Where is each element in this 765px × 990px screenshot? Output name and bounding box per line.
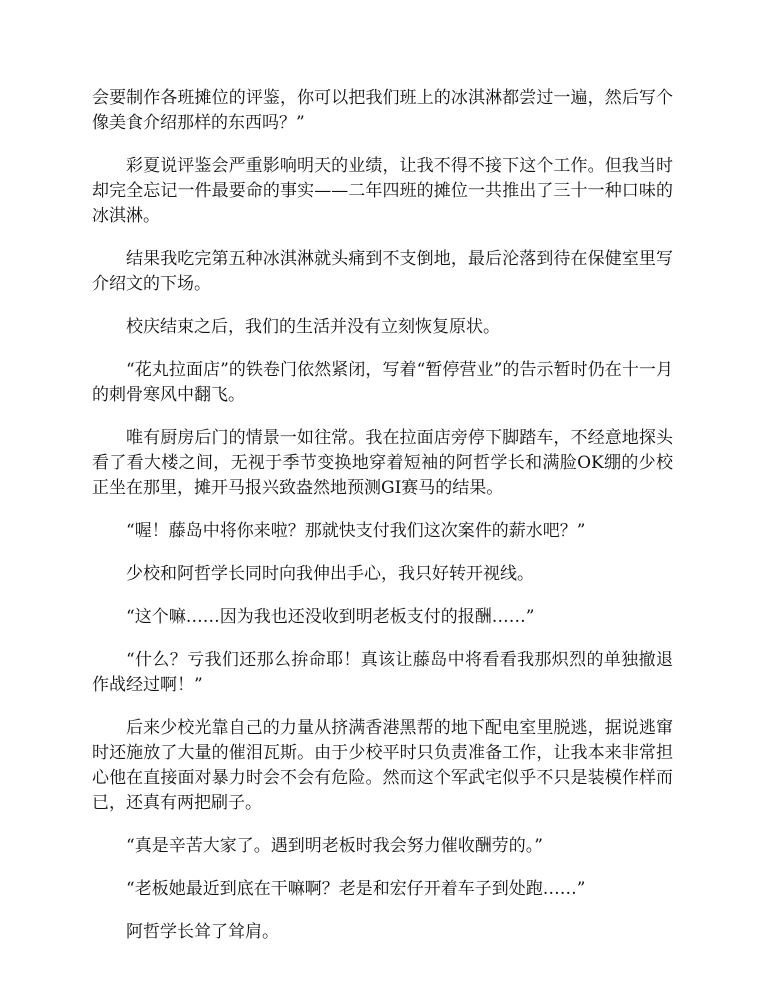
paragraph-6: 唯有厨房后门的情景一如往常。我在拉面店旁停下脚踏车，不经意地探头看了看大楼之间，无视于季节变换地穿着短袖的阿哲学长和满脸OK绷的少校正坐在那里，摊开马报兴致盎然地预测GI赛马的结果。 [92, 428, 673, 498]
paragraph-11: 后来少校光靠自己的力量从挤满香港黑帮的地下配电室里脱逃，据说逃窜时还施放了大量的催泪瓦斯。由于少校平时只负责准备工作，让我本来非常担心他在直接面对暴力时会不会有危险。然而这个军武宅似乎不只是装模作样而已，还真有两把刷子。 [92, 718, 673, 813]
paragraph-10: “什么？亏我们还那么拚命耶！真该让藤岛中将看看我那炽烈的单独撤退作战经过啊！” [92, 650, 673, 695]
paragraph-14: 阿哲学长耸了耸肩。 [126, 922, 279, 942]
paragraph-13: “老板她最近到底在干嘛啊？老是和宏仔开着车子到处跑……” [126, 879, 586, 899]
paragraph-3: 结果我吃完第五种冰淇淋就头痛到不支倒地，最后沦落到待在保健室里写介绍文的下场。 [92, 249, 673, 294]
paragraph-8: 少校和阿哲学长同时向我伸出手心，我只好转开视线。 [126, 564, 534, 584]
paragraph-1: 会要制作各班摊位的评鉴，你可以把我们班上的冰淇淋都尝过一遍，然后写个像美食介绍那样的东西吗？” [92, 88, 673, 133]
paragraph-4: 校庆结束之后，我们的生活并没有立刻恢复原状。 [126, 317, 500, 337]
paragraph-2: 彩夏说评鉴会严重影响明天的业绩，让我不得不接下这个工作。但我当时却完全忘记一件最要命的事实——二年四班的摊位一共推出了三十一种口味的冰淇淋。 [92, 156, 673, 226]
paragraph-5: “花丸拉面店”的铁卷门依然紧闭，写着“暂停营业”的告示暂时仍在十一月的刺骨寒风中翻飞。 [92, 360, 673, 405]
paragraph-7: “喔！藤岛中将你来啦？那就快支付我们这次案件的薪水吧？” [126, 521, 586, 541]
paragraph-12: “真是辛苦大家了。遇到明老板时我会努力催收酬劳的。” [126, 836, 543, 856]
paragraph-9: “这个嘛……因为我也还没收到明老板支付的报酬……” [126, 607, 535, 627]
